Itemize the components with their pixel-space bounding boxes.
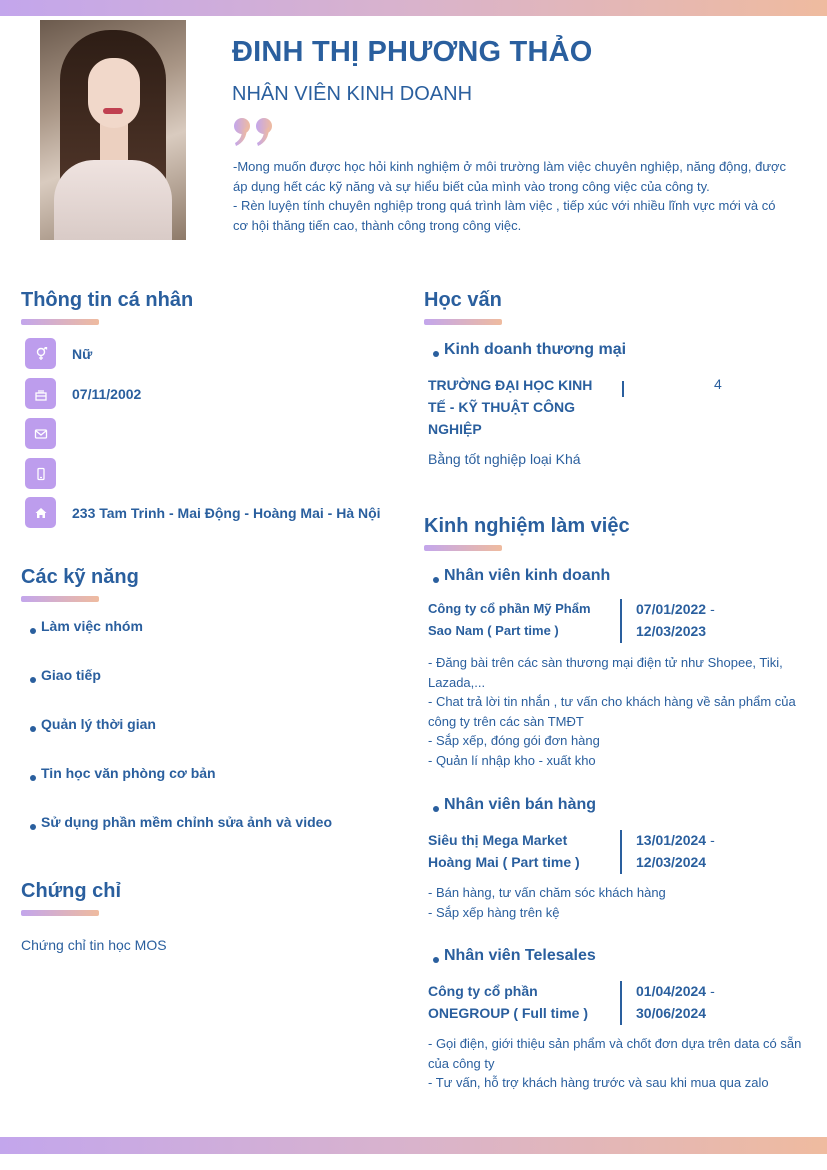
top-gradient-bar — [0, 0, 827, 16]
info-row-birthday — [25, 378, 142, 409]
section-title-personal: Thông tin cá nhân — [21, 289, 194, 311]
address-value: 233 Tam Trinh - Mai Động - Hoàng Mai - Hà Nội — [72, 504, 381, 521]
info-row-email — [25, 418, 56, 449]
job-position: Nhân viên kinh doanh — [433, 567, 610, 585]
skill-item: Quản lý thời gian — [30, 716, 156, 732]
profile-photo — [40, 20, 186, 240]
certificate-item: Chứng chỉ tin học MOS — [21, 937, 167, 953]
gender-icon — [25, 338, 56, 369]
job-description: - Bán hàng, tư vấn chăm sóc khách hàng - Sắp xếp hàng trên kệ — [428, 885, 666, 920]
degree-text: Bằng tốt nghiệp loại Khá — [428, 451, 581, 467]
section-title-education: Học vấn — [424, 289, 502, 311]
skill-item: Sử dụng phần mềm chỉnh sửa ảnh và video — [30, 814, 332, 830]
job-divider — [620, 599, 622, 643]
info-row-address — [25, 497, 381, 528]
section-title-skills: Các kỹ năng — [21, 566, 139, 588]
candidate-name: ĐINH THỊ PHƯƠNG THẢO — [232, 36, 593, 68]
job-position: Nhân viên bán hàng — [433, 796, 596, 814]
mail-icon — [25, 418, 56, 449]
info-row-phone — [25, 458, 56, 489]
skill-item: Tin học văn phòng cơ bản — [30, 765, 216, 781]
job-dates: 13/01/2024 - 12/03/2024 — [636, 832, 715, 870]
job-company: Siêu thị Mega Market Hoàng Mai ( Part time ) — [428, 832, 580, 870]
job-company: Công ty cổ phần Mỹ Phẩm Sao Nam ( Part time ) — [428, 601, 591, 638]
skill-item: Giao tiếp — [30, 667, 101, 683]
section-underline — [424, 319, 502, 325]
gender-value: Nữ — [72, 345, 93, 362]
section-underline — [21, 319, 99, 325]
candidate-role: NHÂN VIÊN KINH DOANH — [232, 83, 473, 105]
job-divider — [620, 981, 622, 1025]
job-dates: 07/01/2022 - 12/03/2023 — [636, 601, 715, 639]
skill-item: Làm việc nhóm — [30, 618, 143, 634]
quote-icon — [233, 110, 279, 156]
cake-icon — [25, 378, 56, 409]
job-description: - Gọi điện, giới thiệu sản phẩm và chốt đơn dựa trên data có sẵn của công ty - Tư vấn, hỗ trợ khách hàng trước và sau khi mua qua zalo — [428, 1036, 802, 1090]
birthday-value: 07/11/2002 — [72, 385, 142, 402]
bottom-gradient-bar — [0, 1137, 827, 1154]
job-company: Công ty cổ phần ONEGROUP ( Full time ) — [428, 983, 588, 1021]
section-underline — [424, 545, 502, 551]
phone-icon — [25, 458, 56, 489]
home-icon — [25, 497, 56, 528]
school-period: 4 — [622, 376, 722, 397]
job-dates: 01/04/2024 - 30/06/2024 — [636, 983, 715, 1021]
job-description: - Đăng bài trên các sàn thương mại điện tử như Shopee, Tiki, Lazada,... - Chat trả lời tin nhắn , tư vấn cho khách hàng về sản phẩm của công ty trên các sàn TMĐT - Sắp xếp, đóng gói đơn hàng - Quản lí nhập kho - xuất kho — [428, 655, 796, 768]
section-title-certificates: Chứng chỉ — [21, 880, 122, 902]
section-title-experience: Kinh nghiệm làm việc — [424, 515, 630, 537]
career-objective: -Mong muốn được học hỏi kinh nghiệm ở môi trường làm việc chuyên nghiệp, năng động, được áp dụng hết các kỹ năng và sự hiểu biết của mình vào trong công việc của công ty. - Rèn luyện tính chuyên nghiệp trong quá trình làm việc , tiếp xúc với nhiều lĩnh vực mới và có cơ hội thăng tiến cao, thành công trong công việc. — [233, 159, 787, 233]
school-name: TRƯỜNG ĐẠI HỌC KINH TẾ - KỸ THUẬT CÔNG NGHIỆP — [428, 377, 593, 437]
info-row-gender — [25, 338, 93, 369]
section-underline — [21, 596, 99, 602]
education-major: Kinh doanh thương mại — [433, 341, 626, 359]
job-divider — [620, 830, 622, 874]
job-position: Nhân viên Telesales — [433, 947, 596, 965]
section-underline — [21, 910, 99, 916]
